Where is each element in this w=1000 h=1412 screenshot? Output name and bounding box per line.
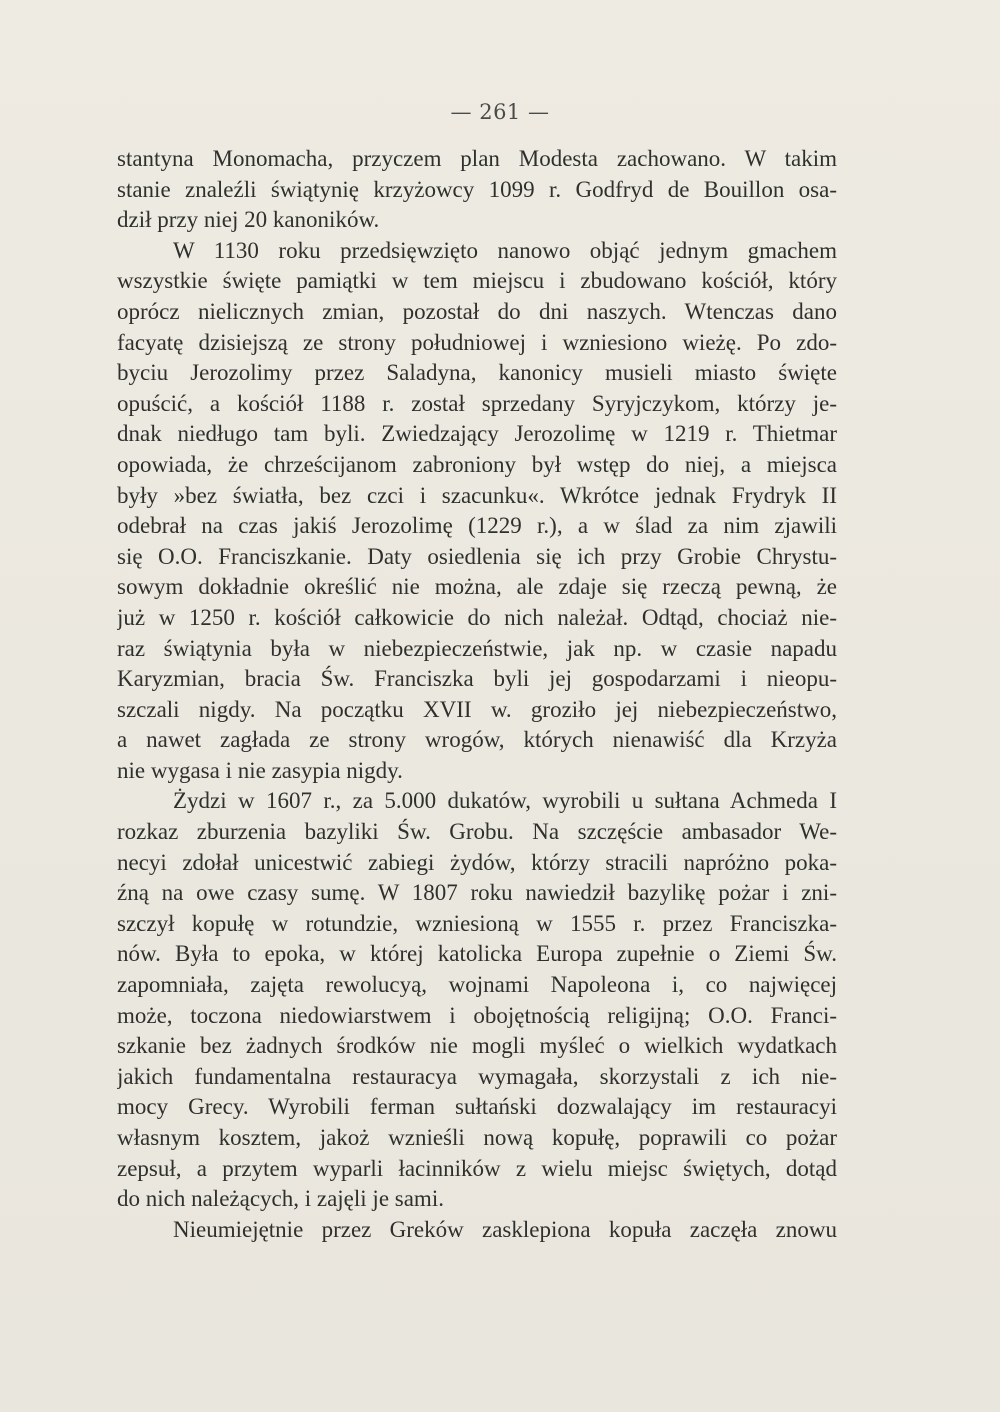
text-line: sowym dokładnie określić nie można, ale zdaje się rzeczą pewną, że [117, 574, 837, 600]
body-text [117, 144, 837, 1245]
text-line: szkanie bez żadnych środków nie mogli myśleć o wielkich wydatkach [117, 1033, 837, 1059]
text-line: jakich fundamentalna restauracya wymagała, skorzystali z ich nie- [117, 1063, 837, 1089]
text-line: nie wygasa i nie zasypia nigdy. [117, 757, 403, 783]
text-line: necyi zdołał unicestwić zabiegi żydów, którzy stracili napróżno poka- [117, 849, 837, 875]
text-line: a nawet zagłada ze strony wrogów, których nienawiść dla Krzyża [117, 727, 837, 753]
text-line: dził przy niej 20 kanoników. [117, 207, 380, 233]
text-line: wszystkie święte pamiątki w tem miejscu i zbudowano kościół, który [117, 268, 837, 294]
text-line: źną na owe czasy sumę. W 1807 roku nawiedził bazylikę pożar i zni- [117, 880, 837, 906]
text-line: własnym kosztem, jakoż wznieśli nową kopułę, poprawili co pożar [117, 1125, 837, 1150]
text-line: raz świątynia była w niebezpieczeństwie, jak np. w czasie napadu [117, 635, 837, 661]
text-line: Karyzmian, bracia Św. Franciszka byli jej gospodarzami i nieopu- [117, 666, 837, 692]
text-line: stantyna Monomacha, przyczem plan Modesta zachowano. W takim [117, 146, 837, 171]
text-line: szczali nigdy. Na początku XVII w. groziło jej niebezpieczeństwo, [117, 696, 837, 722]
text-line: oprócz nielicznych zmian, pozostał do dni naszych. Wtenczas dano [117, 298, 837, 324]
text-line: zepsuł, a przytem wyparli łacinników z wielu miejsc świętych, dotąd [117, 1155, 837, 1181]
text-line: już w 1250 r. kościół całkowicie do nich należał. Odtąd, chociaż nie- [117, 604, 837, 630]
text-line: może, toczona niedowiarstwem i obojętnością religijną; O.O. Franci- [117, 1002, 837, 1028]
text-line: stanie znaleźli świątynię krzyżowcy 1099 r. Godfryd de Bouillon osa- [117, 176, 837, 202]
text-line: rozkaz zburzenia bazyliki Św. Grobu. Na szczęście ambasador We- [117, 819, 837, 845]
text-line: Żydzi w 1607 r., za 5.000 dukatów, wyrobili u sułtana Achmeda I [173, 788, 837, 814]
text-line: mocy Grecy. Wyrobili ferman sułtański dozwalający im restauracyi [117, 1094, 837, 1120]
text-line: się O.O. Franciszkanie. Daty osiedlenia się ich przy Grobie Chrystu- [117, 543, 837, 569]
text-line: dnak niedługo tam byli. Zwiedzający Jerozolimę w 1219 r. Thietmar [117, 421, 837, 447]
text-line: byciu Jerozolimy przez Saladyna, kanonicy musieli miasto święte [117, 360, 837, 386]
page-number: — 261 — [450, 100, 550, 124]
text-line: zapomniała, zajęta rewolucyą, wojnami Napoleona i, co najwięcej [117, 972, 837, 998]
text-line: facyatę dzisiejszą ze strony południowej i wzniesiono wieżę. Po zdo- [117, 329, 837, 355]
text-line: opuścić, a kościół 1188 r. został sprzedany Syryjczykom, którzy je- [117, 390, 837, 416]
text-line: opowiada, że chrześcijanom zabroniony był wstęp do niej, a miejsca [117, 451, 837, 477]
text-line: W 1130 roku przedsięwzięto nanowo objąć jednym gmachem [173, 237, 837, 263]
text-line: były »bez światła, bez czci i szacunku«. Wkrótce jednak Frydryk II [117, 482, 837, 508]
text-line: nów. Była to epoka, w której katolicka Europa zupełnie o Ziemi Św. [117, 941, 837, 967]
text-line: szczył kopułę w rotundzie, wzniesioną w 1555 r. przez Franciszka- [117, 910, 837, 936]
text-line: odebrał na czas jakiś Jerozolimę (1229 r.), a w ślad za nim zjawili [117, 513, 837, 539]
text-line: Nieumiejętnie przez Greków zasklepiona kopuła zaczęła znowu [173, 1216, 837, 1242]
text-line: do nich należących, i zajęli je sami. [117, 1186, 444, 1212]
